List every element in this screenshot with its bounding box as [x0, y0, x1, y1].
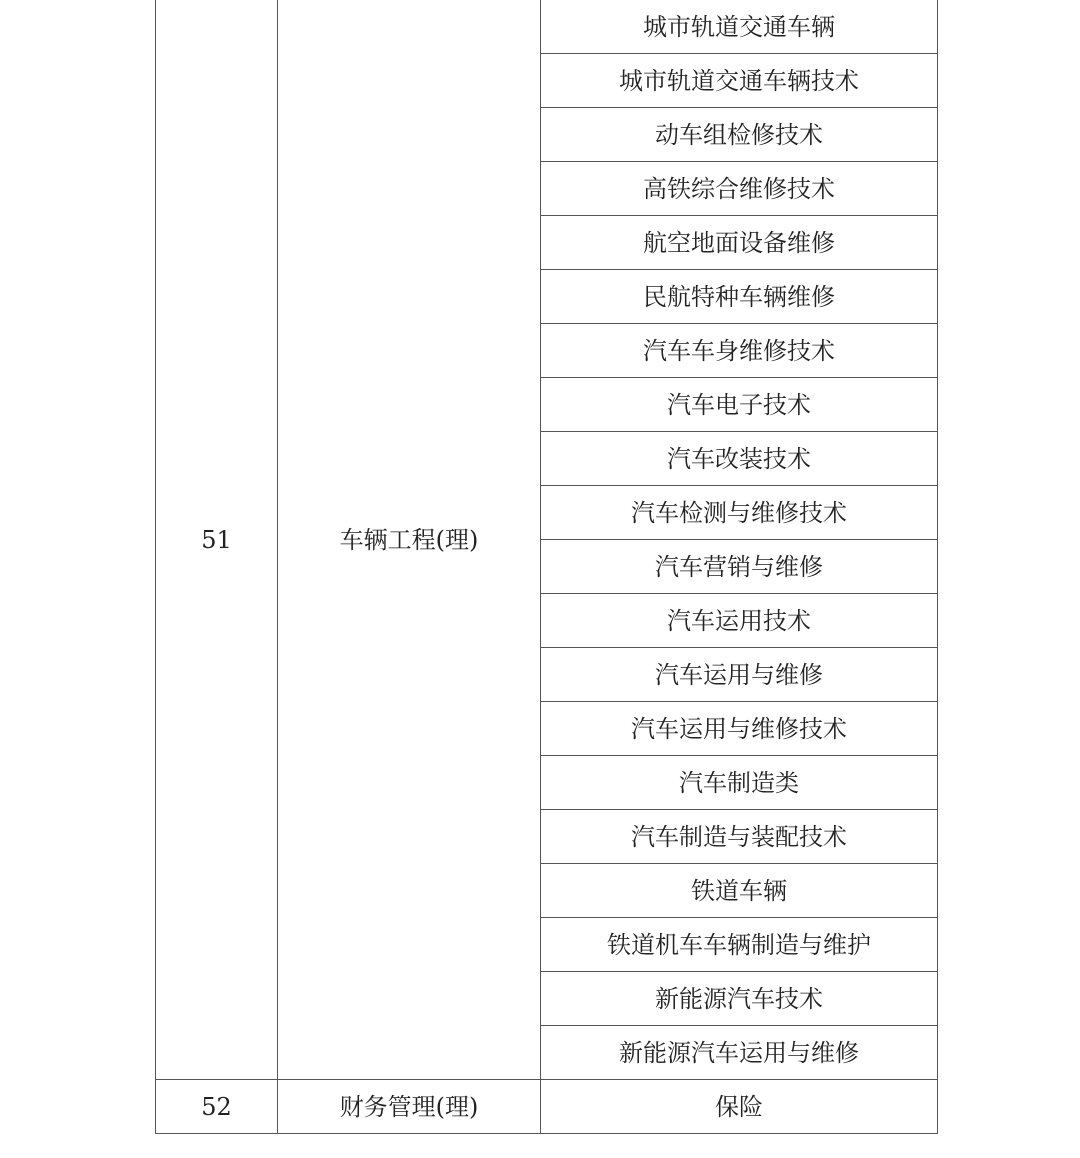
major-cell: 汽车改装技术	[541, 432, 938, 486]
major-cell: 汽车制造类	[541, 756, 938, 810]
major-cell: 汽车营销与维修	[541, 540, 938, 594]
group-index-cell: 51	[156, 0, 278, 1080]
group-name-cell: 财务管理(理)	[278, 1080, 541, 1134]
table-row	[156, 1080, 938, 1134]
major-cell: 铁道机车车辆制造与维护	[541, 918, 938, 972]
major-cell: 汽车运用技术	[541, 594, 938, 648]
major-cell: 新能源汽车技术	[541, 972, 938, 1026]
table-row	[156, 0, 938, 54]
major-mapping-table-container	[155, 0, 937, 1155]
group-index-cell: 52	[156, 1080, 278, 1134]
major-cell: 汽车车身维修技术	[541, 324, 938, 378]
major-cell: 民航特种车辆维修	[541, 270, 938, 324]
major-cell: 汽车制造与装配技术	[541, 810, 938, 864]
major-cell: 高铁综合维修技术	[541, 162, 938, 216]
major-cell: 汽车检测与维修技术	[541, 486, 938, 540]
major-cell: 保险	[541, 1080, 938, 1134]
table-body	[156, 0, 938, 1134]
major-cell: 动车组检修技术	[541, 108, 938, 162]
major-cell: 航空地面设备维修	[541, 216, 938, 270]
group-name-cell: 车辆工程(理)	[278, 0, 541, 1080]
major-cell: 新能源汽车运用与维修	[541, 1026, 938, 1080]
major-cell: 铁道车辆	[541, 864, 938, 918]
major-cell: 汽车运用与维修	[541, 648, 938, 702]
major-mapping-table	[155, 0, 938, 1134]
major-cell: 汽车电子技术	[541, 378, 938, 432]
major-cell: 汽车运用与维修技术	[541, 702, 938, 756]
major-cell: 城市轨道交通车辆	[541, 0, 938, 54]
major-cell: 城市轨道交通车辆技术	[541, 54, 938, 108]
